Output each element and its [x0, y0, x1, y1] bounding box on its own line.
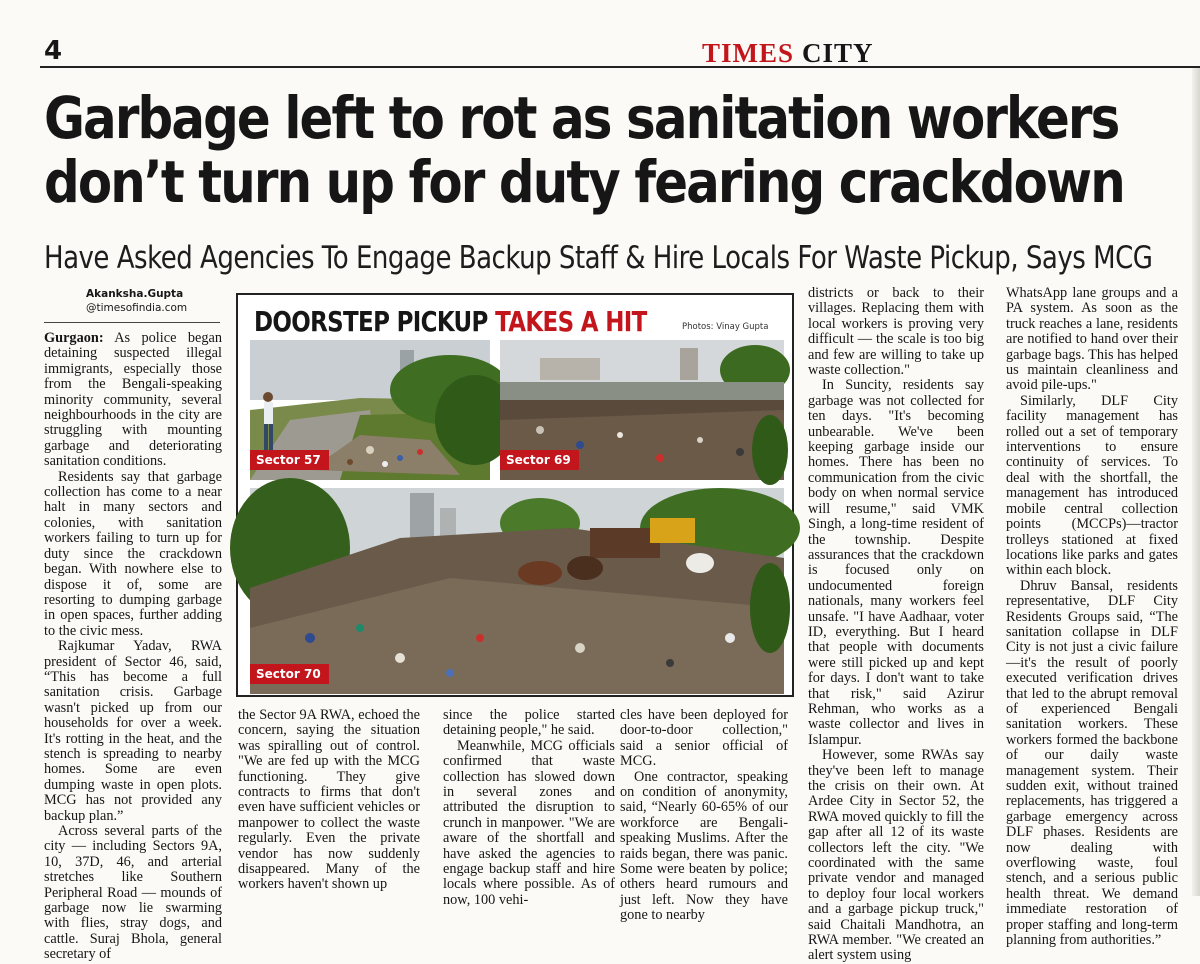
- article-column-6: [1006, 285, 1178, 949]
- article-column-1: [44, 330, 222, 963]
- paragraph: However, some RWAs say they've been left to manage the crisis on their own. At Ardee City in Sector 52, the RWA moved quickly to fill the gap after all 12 of its waste collectors left the city. "We coordinated with the same private vendor and managed to deploy four local workers and a garbage pickup truck," said Chaitali Mandhotra, an RWA member. "We created an alert system using: [808, 747, 984, 964]
- headline-line-1: Garbage left to rot as sanitation workers: [44, 84, 1119, 152]
- byline: [86, 287, 187, 315]
- photo-sector-69: [500, 340, 784, 480]
- paragraph: districts or back to their villages. Replacing them with local workers is proving very difficult — the scale is too big and few are willing to take up waste collection.": [808, 285, 984, 379]
- paragraph: since the police started detaining people," he said.: [443, 707, 615, 739]
- article-column-4: [620, 707, 788, 924]
- page-number: 4: [44, 36, 63, 66]
- paragraph: Dhruv Bansal, residents representative, DLF City Residents Groups said, “The sanitation collapse in DLF City is not just a civic failure—it's the result of poorly executed verification drives that led to the abrupt removal of experienced Bengali sanitation workers. These workers formed the backbone of our daily waste management system. Their sudden exit, without trained replacements, has triggered a garbage emergency across DLF phases. Residents are now dealing with overflowing waste, foul stench, and a serious public health threat. We demand immediate restoration of proper staffing and long-term planning from authorities.”: [1006, 577, 1178, 949]
- headline: [44, 84, 1124, 216]
- byline-handle: @timesofindia.com: [86, 302, 188, 314]
- subheadline: Have Asked Agencies To Engage Backup Staff & Hire Locals For Waste Pickup, Says MCG: [44, 240, 1153, 276]
- paragraph: Gurgaon: As police began detaining suspected illegal immigrants, especially those from the Bengali-speaking minority community, several neighbourhoods in the city are struggling with mounting garbage and deteriorating sanitation conditions.: [44, 330, 222, 470]
- headline-line-2: don’t turn up for duty fearing crackdown: [44, 148, 1124, 216]
- paragraph: cles have been deployed for door-to-door collection," said a senior official of MCG.: [620, 707, 788, 770]
- photo-title-part1: DOORSTEP PICKUP: [254, 305, 488, 338]
- photo-credit: Photos: Vinay Gupta: [682, 322, 769, 332]
- byline-rule: [44, 322, 220, 323]
- photo-sector-70: [250, 488, 784, 694]
- article-column-2: [238, 707, 420, 893]
- paragraph: the Sector 9A RWA, echoed the concern, saying the situation was spiralling out of control. "We are fed up with the MCG functioning. They give contracts to firms that don't even have sufficient vehicles or manpower to collect the waste regularly. Even the private vendor has now suddenly disappeared. Many of the workers haven't shown up: [238, 707, 420, 893]
- page-edge: [1192, 68, 1200, 896]
- photo-feature: [236, 293, 794, 697]
- paragraph: Residents say that garbage collection has come to a near halt in many sectors and colonies, with sanitation workers failing to turn up for duty since the crackdown began. With nowhere else to dispose it of, some are resorting to dumping garbage in open spaces, further adding to the civic mess.: [44, 468, 222, 639]
- paragraph: In Suncity, residents say garbage was not collected for ten days. "It's becoming unbearable. We've been keeping garbage inside our homes. There has been no communication from the civic body on when normal service will resume," said VMK Singh, a long-time resident of the township. Despite assurances that the crackdown is focused only on undocumented foreign nationals, many workers feel unsafe. "I have Aadhaar, voter ID, everything. But I heard that people with documents were still picked up and kept for days. I don't want to take that risk," said Azirur Rehman, who works as a waste collector and lives in Islampur.: [808, 377, 984, 748]
- photo-sector-57: [250, 340, 490, 480]
- byline-name: Akanksha.Gupta: [86, 288, 184, 300]
- paragraph: Across several parts of the city — including Sectors 9A, 10, 37D, 46, and arterial stretches like Southern Peripheral Road — mounds of garbage now lie swarming with flies, stray dogs, and cattle. Suraj Bhola, general secretary of: [44, 823, 222, 963]
- paragraph: Meanwhile, MCG officials confirmed that waste collection has slowed down in several zones and attributed the disruption to crunch in manpower. "We are aware of the shortfall and have asked the agencies to engage backup staff and hire locals where possible. As of now, 100 vehi-: [443, 737, 615, 908]
- article-column-3: [443, 707, 615, 908]
- photo-caption-sector-57: Sector 57: [250, 450, 329, 470]
- masthead-times: TIMES: [702, 38, 795, 68]
- photo-caption-sector-69: Sector 69: [500, 450, 579, 470]
- paragraph: Similarly, DLF City facility management has rolled out a set of temporary interventions to ensure continuity of services. To deal with the shortfall, the management has introduced mobile central collection points (MCCPs)—tractor trolleys stationed at fixed locations like parks and gates within each block.: [1006, 392, 1178, 579]
- paragraph: One contractor, speaking on condition of anonymity, said, “Nearly 60-65% of our workforce are Bengali-speaking Muslims. After the raids began, there was panic. Some were beaten by police; others heard rumours and just left. Now they have gone to nearby: [620, 768, 788, 924]
- paragraph: Rajkumar Yadav, RWA president of Sector 46, said, “This has become a full sanitation crisis. Garbage wasn't picked up from our households for over a week. It's rotting in the heat, and the stench is spreading to nearby homes. Some are even dumping waste in open plots. MCG has not provided any backup plan.”: [44, 638, 222, 824]
- masthead-city: CITY: [802, 38, 874, 68]
- photo-caption-sector-70: Sector 70: [250, 664, 329, 684]
- article-column-5: [808, 285, 984, 964]
- paragraph: WhatsApp lane groups and a PA system. As soon as the truck reaches a lane, residents are notified to hand over their garbage bags. This has helped us maintain cleanliness and avoid pile-ups.": [1006, 285, 1178, 394]
- photo-title-part2: TAKES A HIT: [495, 305, 647, 338]
- photo-sector-70-image: [250, 488, 784, 694]
- photo-feature-title: [254, 305, 647, 338]
- top-rule: [40, 66, 1200, 68]
- section-masthead: [702, 38, 874, 69]
- dateline: Gurgaon:: [44, 330, 104, 346]
